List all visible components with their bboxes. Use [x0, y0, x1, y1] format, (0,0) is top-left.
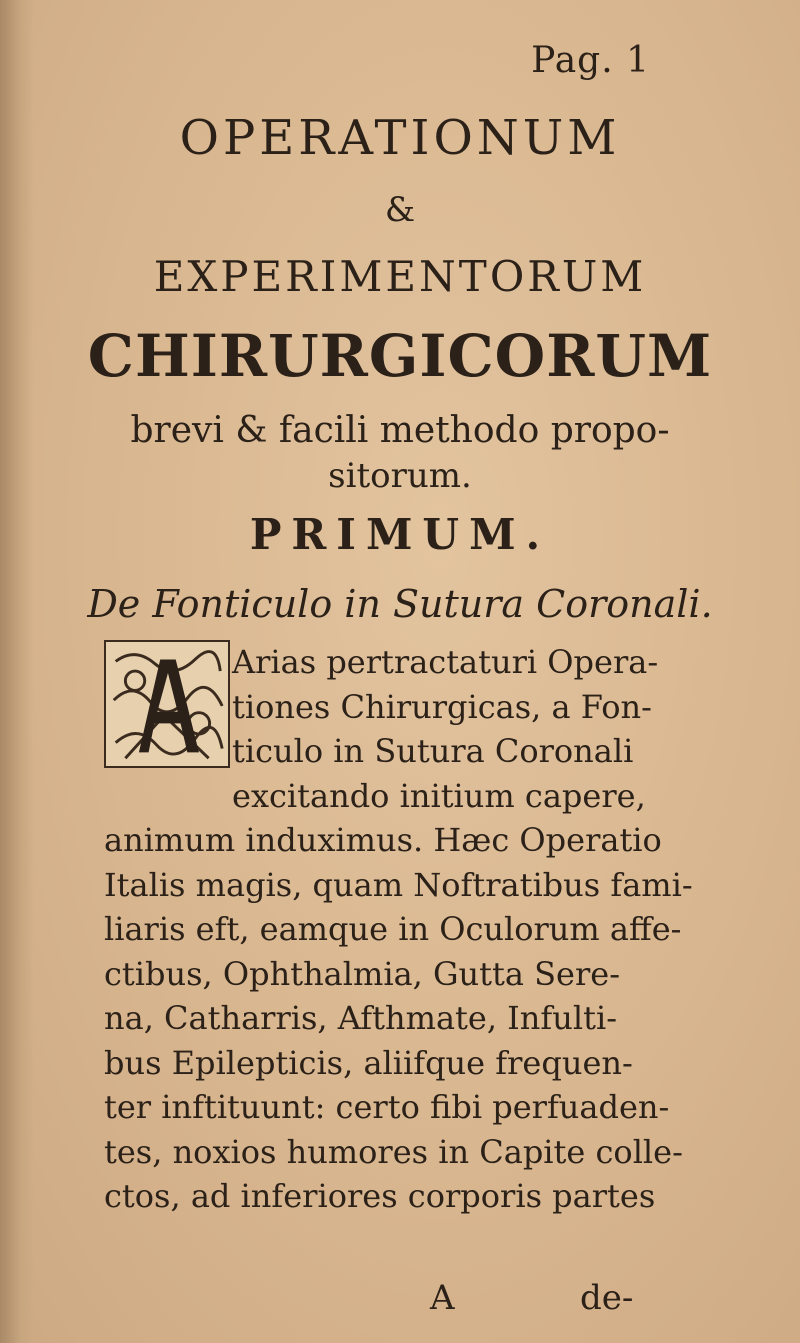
title-line-1: OPERATIONUM [179, 110, 621, 166]
paragraph-line: Arias pertractaturi Opera- [232, 643, 659, 681]
paragraph-line: tes, noxios humores in Capite colle- [104, 1132, 683, 1171]
paragraph-line: tiones Chirurgicas, a Fon- [232, 687, 652, 726]
signature-mark: A [430, 1278, 455, 1318]
subtitle-line-2: sitorum. [328, 456, 472, 496]
paragraph-line: excitando initium capere, [232, 776, 646, 815]
body-paragraph [104, 640, 693, 1219]
page-number: Pag. 1 [531, 40, 650, 81]
section-heading: De Fonticulo in Sutura Coronali. [87, 582, 713, 626]
paragraph-line: bus Epilepticis, aliifque frequen- [104, 1043, 633, 1082]
page-footer [0, 1278, 800, 1324]
paragraph-line: ctibus, Ophthalmia, Gutta Sere- [104, 954, 621, 993]
title-line-2: EXPERIMENTORUM [153, 252, 647, 301]
title-ampersand: & [384, 190, 416, 230]
title-line-3: CHIRURGICORUM [87, 322, 713, 390]
part-heading: PRIMUM. [249, 510, 551, 559]
paragraph-line: ticulo in Sutura Coronali [232, 732, 634, 770]
catchword: de- [580, 1278, 634, 1318]
subtitle-line-1: brevi & facili methodo propo- [130, 410, 670, 451]
paragraph-line: liaris eft, eamque in Oculorum affe- [104, 910, 682, 948]
paragraph-line: Italis magis, quam Noftratibus fami- [104, 865, 693, 904]
paragraph-line: na, Catharris, Afthmate, Infulti- [104, 999, 617, 1037]
paragraph-line: ter inftituunt: certo fibi perfuaden- [104, 1088, 670, 1126]
paragraph-line: animum induximus. Hæc Operatio [104, 821, 662, 859]
paragraph-line: ctos, ad inferiores corporis partes [104, 1177, 656, 1215]
